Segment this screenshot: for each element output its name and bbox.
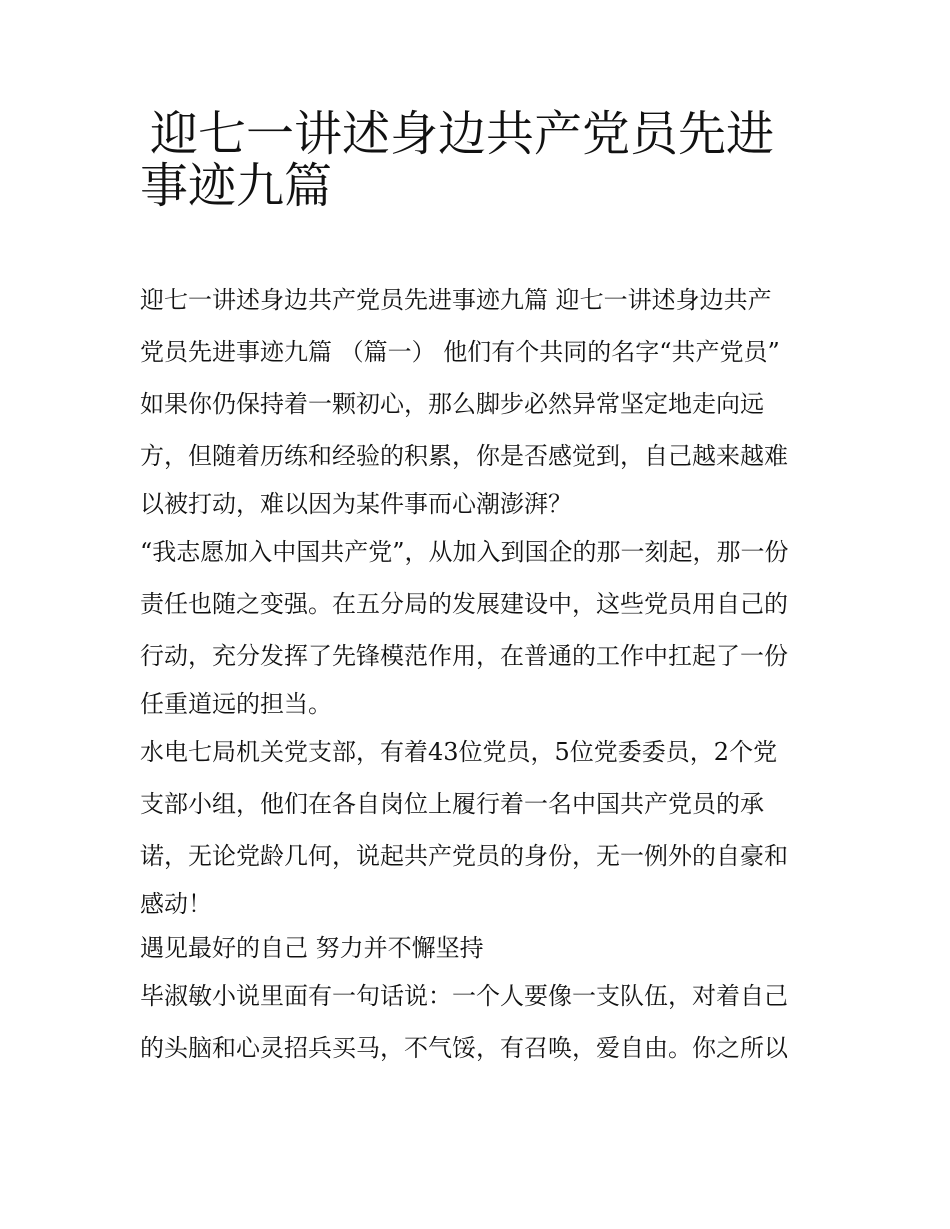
body-line: 如果你仍保持着一颗初心，那么脚步必然异常坚定地走向远: [140, 390, 764, 418]
title-line: 事迹九篇: [140, 158, 333, 214]
body-line: 方，但随着历练和经验的积累，你是否感觉到，自己越来越难: [140, 442, 788, 470]
body-line: 诺，无论党龄几何，说起共产党员的身份，无一例外的自豪和: [140, 842, 788, 870]
body-line: 水电七局机关党支部，有着43位党员，5位党委委员，2个党: [140, 738, 778, 766]
title-line: 迎七一讲述身边共产党员先进: [150, 106, 775, 162]
body-line: 责任也随之变强。在五分局的发展建设中，这些党员用自己的: [140, 590, 788, 618]
body-line: 感动！: [140, 890, 212, 918]
body-line: 行动，充分发挥了先锋模范作用，在普通的工作中扛起了一份: [140, 642, 788, 670]
document-title: [140, 108, 830, 212]
body-line: 以被打动，难以因为某件事而心潮澎湃？: [140, 490, 572, 518]
body-line: 毕淑敏小说里面有一句话说：一个人要像一支队伍，对着自己: [140, 982, 788, 1010]
body-line: 支部小组，他们在各自岗位上履行着一名中国共产党员的承: [140, 790, 764, 818]
body-line: 党员先进事迹九篇 （篇一） 他们有个共同的名字“共产党员”: [140, 338, 780, 366]
body-line: 任重道远的担当。: [140, 690, 332, 718]
body-line: “我志愿加入中国共产党”，从加入到国企的那一刻起，那一份: [140, 538, 789, 566]
body-line: 的头脑和心灵招兵买马，不气馁，有召唤，爱自由。你之所以: [140, 1034, 788, 1062]
body-line: 遇见最好的自己 努力并不懈坚持: [140, 934, 484, 962]
body-line: 迎七一讲述身边共产党员先进事迹九篇 迎七一讲述身边共产: [140, 286, 772, 314]
document-body: [140, 274, 830, 1074]
